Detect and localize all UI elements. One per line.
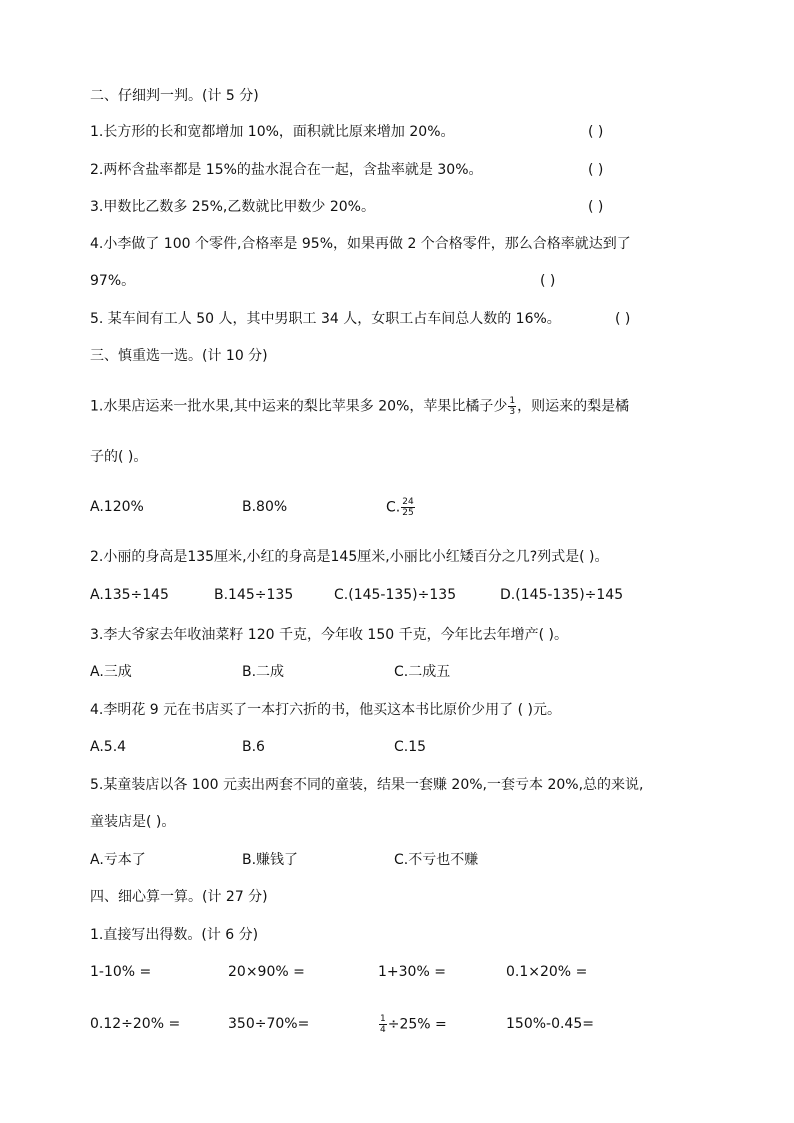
calc-6: 350÷70%= [228,1016,310,1032]
answer-blank-5[interactable]: ( ) [615,311,631,327]
section3-title: 三、慎重选一选。(计 10 分) [90,348,268,364]
choice-q1-cont: 子的( )。 [90,449,148,465]
choice-q5: 5.某童装店以各 100 元卖出两套不同的童装，结果一套赚 20%,一套亏本 20%,总的来说, [90,777,644,793]
choice-q5-cont: 童装店是( )。 [90,814,176,830]
fraction-denominator: 3 [509,407,516,417]
q2-option-c[interactable]: C.(145-135)÷135 [334,587,457,603]
calc-5: 0.12÷20% = [90,1016,181,1032]
fraction-numerator: 1 [509,396,516,406]
q3-option-b[interactable]: B.二成 [242,664,285,680]
q4-option-b[interactable]: B.6 [242,739,265,755]
q4-option-c[interactable]: C.15 [394,739,427,755]
section4-sub1: 1.直接写出得数。(计 6 分) [90,927,259,943]
fraction-denominator: 4 [380,1025,386,1035]
q5-option-c[interactable]: C.不亏也不赚 [394,852,479,868]
judge-item-5: 5. 某车间有工人 50 人，其中男职工 34 人，女职工占车间总人数的 16%。 [90,311,561,327]
q3-option-a[interactable]: A.三成 [90,664,132,680]
answer-blank-2[interactable]: ( ) [588,162,604,178]
calc-3: 1+30% = [378,964,446,980]
q1-option-c[interactable] [386,497,416,518]
judge-item-4: 4.小李做了 100 个零件,合格率是 95%，如果再做 2 个合格零件，那么合格率就达到了 [90,236,631,252]
fraction-denominator: 25 [402,508,414,518]
q5-option-a[interactable]: A.亏本了 [90,852,146,868]
calc-7 [378,1014,447,1035]
calc-4: 0.1×20% = [506,964,588,980]
q2-option-d[interactable]: D.(145-135)÷145 [500,587,624,603]
q1-option-b[interactable]: B.80% [242,499,288,515]
choice-q1 [90,396,629,417]
answer-blank-3[interactable]: ( ) [588,199,604,215]
calc-1: 1-10% = [90,964,152,980]
answer-blank-1[interactable]: ( ) [588,124,604,140]
fraction-numerator: 24 [402,497,414,507]
calc-2: 20×90% = [228,964,305,980]
q3-option-c[interactable]: C.二成五 [394,664,451,680]
calc-7-after: ÷25% = [387,1016,447,1033]
judge-item-1: 1.长方形的长和宽都增加 10%，面积就比原来增加 20%。 [90,124,455,140]
fraction-numerator: 1 [380,1014,386,1024]
q4-option-a[interactable]: A.5.4 [90,739,127,755]
judge-item-2: 2.两杯含盐率都是 15%的盐水混合在一起，含盐率就是 30%。 [90,162,483,178]
choice-q4: 4.李明花 9 元在书店买了一本打六折的书，他买这本书比原价少用了 ( )元。 [90,702,561,718]
q2-option-b[interactable]: B.145÷135 [214,587,294,603]
answer-blank-4[interactable]: ( ) [540,273,556,289]
fraction-24-25 [401,497,414,518]
choice-q1-text-after: ，则运来的梨是橘 [517,398,630,415]
section4-title: 四、细心算一算。(计 27 分) [90,889,268,905]
q2-option-a[interactable]: A.135÷145 [90,587,169,603]
q5-option-b[interactable]: B.赚钱了 [242,852,299,868]
fraction-one-quarter [379,1014,387,1035]
choice-q1-text-before: 1.水果店运来一批水果,其中运来的梨比苹果多 20%，苹果比橘子少 [90,398,508,415]
choice-q3: 3.李大爷家去年收油菜籽 120 千克，今年收 150 千克，今年比去年增产( )。 [90,627,568,643]
section2-title: 二、仔细判一判。(计 5 分) [90,88,259,104]
q1-option-a[interactable]: A.120% [90,499,144,515]
calc-8: 150%-0.45= [506,1016,594,1032]
judge-item-4-cont: 97%。 [90,273,136,289]
q1-option-c-prefix: C. [386,499,401,516]
judge-item-3: 3.甲数比乙数多 25%,乙数就比甲数少 20%。 [90,199,375,215]
fraction-one-third [508,396,516,417]
choice-q2: 2.小丽的身高是135厘米,小红的身高是145厘米,小丽比小红矮百分之几?列式是( )。 [90,549,609,565]
